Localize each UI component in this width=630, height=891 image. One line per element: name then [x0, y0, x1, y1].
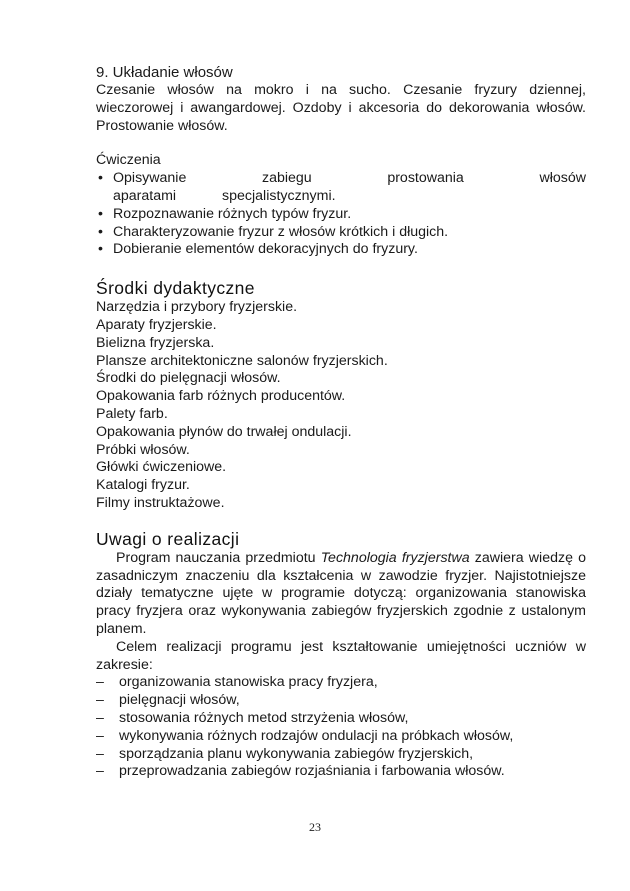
list-item: Opakowania farb różnych producentów.: [96, 388, 346, 405]
list-item: Aparaty fryzjerskie.: [96, 316, 217, 333]
section-heading: 9. Układanie włosów: [96, 64, 233, 81]
section-body: Czesanie włosów na mokro i na sucho. Czesanie fryzury dziennej, wieczorowej i awangardowej. Ozdoby i akcesoria do dekorowania włosów. Prostowanie włosów.: [96, 82, 586, 134]
list-item: Narzędzia i przybory fryzjerskie.: [96, 299, 298, 316]
list-item: Plansze architektoniczne salonów fryzjerskich.: [96, 352, 388, 369]
remarks-heading: Uwagi o realizacji: [96, 528, 240, 549]
list-item: Filmy instruktażowe.: [96, 494, 225, 511]
remarks-paragraph-2: Celem realizacji programu jest kształtowanie umiejętności uczniów w zakresie:: [96, 638, 586, 673]
list-item: • Opisywanie zabiegu prostowania włosów aparatami specjalistycznymi.: [96, 170, 586, 206]
list-item: • Charakteryzowanie fryzur z włosów krótkich i długich.: [96, 224, 586, 242]
list-item: Palety farb.: [96, 405, 168, 422]
list-item: – pielęgnacji włosów,: [96, 692, 586, 710]
list-item: Opakowania płynów do trwałej ondulacji.: [96, 423, 352, 440]
exercises-label: Ćwiczenia: [96, 152, 161, 169]
exercises-list: [96, 170, 586, 259]
paragraph-text: Program nauczania przedmiotu: [116, 549, 321, 566]
list-item: – wykonywania różnych rodzajów ondulacji na próbkach włosów,: [96, 728, 586, 746]
list-item: – przeprowadzania zabiegów rozjaśniania i farbowania włosów.: [96, 763, 586, 781]
list-item: Bielizna fryzjerska.: [96, 334, 215, 351]
remarks-paragraph-1: [96, 550, 586, 639]
list-item: Katalogi fryzur.: [96, 477, 190, 494]
list-item: Główki ćwiczeniowe.: [96, 459, 227, 476]
paragraph-text: zawiera wiedzę o zasadniczym znaczeniu dla kształcenia w zawodzie fryzjer. Najistotniejsze działy tematyczne ujęte w programie dotyczą: organizowania stanowiska pracy fryzjera oraz wykonywania zabiegów fryzjerskich zgodnie z ustalonym planem.: [96, 549, 586, 637]
list-item: Próbki włosów.: [96, 441, 190, 458]
list-item: – organizowania stanowiska pracy fryzjera,: [96, 674, 586, 692]
didactic-list: [96, 299, 586, 513]
didactic-heading: Środki dydaktyczne: [96, 278, 255, 299]
list-item: • Dobieranie elementów dekoracyjnych do fryzury.: [96, 241, 586, 259]
page-number: 23: [309, 820, 321, 834]
list-item: – sporządzania planu wykonywania zabiegów fryzjerskich,: [96, 746, 586, 764]
document-page: [96, 64, 586, 781]
subject-title: Technologia fryzjerstwa: [320, 549, 470, 566]
list-item: – stosowania różnych metod strzyżenia włosów,: [96, 710, 586, 728]
skills-list: [96, 674, 586, 781]
list-item: • Rozpoznawanie różnych typów fryzur.: [96, 206, 586, 224]
list-item: Środki do pielęgnacji włosów.: [96, 370, 281, 387]
